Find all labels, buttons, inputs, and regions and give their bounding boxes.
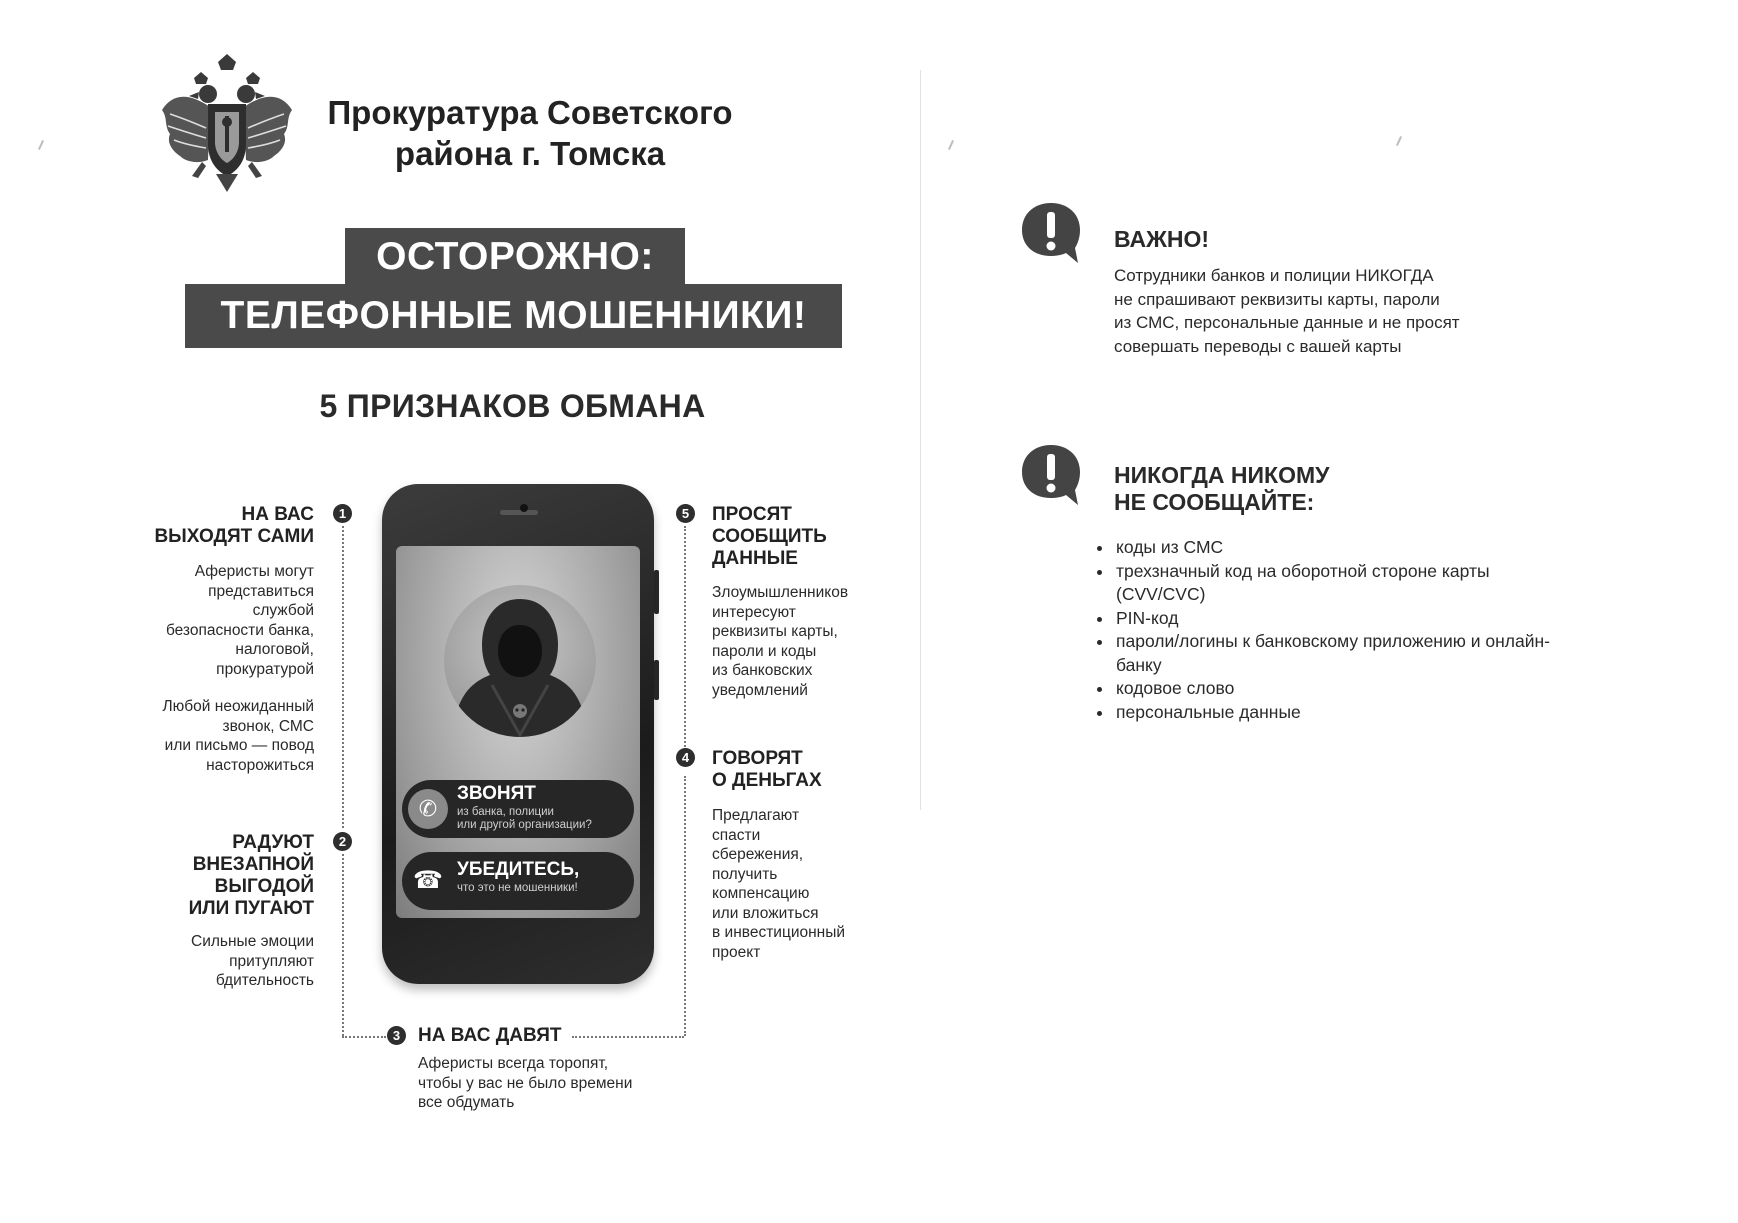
call-title: ЗВОНЯТ xyxy=(457,783,536,804)
call-subtitle-line: или другой организации? xyxy=(457,819,592,831)
sign-3-title xyxy=(418,1025,578,1047)
never-list xyxy=(1094,536,1554,724)
important-title: ВАЖНО! xyxy=(1114,226,1210,252)
list-item: • кодовое слово xyxy=(1114,677,1554,701)
scan-mark xyxy=(1396,136,1402,146)
sign-body-line: налоговой, xyxy=(235,641,314,658)
sign-body-line: сбережения, xyxy=(712,846,804,863)
list-item: • пароли/логины к банковскому приложению и онлайн-банку xyxy=(1114,630,1554,677)
sign-body-line: Аферисты всегда торопят, xyxy=(418,1055,609,1072)
office-title-line2: района г. Томска xyxy=(394,135,666,172)
phone-side-button xyxy=(654,660,659,700)
sign-1-body-a xyxy=(100,562,314,679)
sign-4-number: 4 xyxy=(676,748,695,767)
connector-1-2 xyxy=(342,526,344,828)
sign-body-line: в инвестиционный xyxy=(712,924,846,941)
sign-body-line: насторожиться xyxy=(206,756,314,774)
sign-body-line: пароли и коды xyxy=(712,642,817,660)
hangup-icon: ☎ xyxy=(408,861,448,901)
caller-avatar xyxy=(444,585,596,737)
list-item: • трехзначный код на оборотной стороне карты (CVV/CVC) xyxy=(1114,560,1554,607)
sign-title-line: ВНЕЗАПНОЙ xyxy=(192,854,314,875)
sign-1-title xyxy=(110,504,314,548)
sign-body-line: Аферисты могут xyxy=(194,563,314,580)
sign-body-line: получить xyxy=(712,865,778,883)
sign-1-number: 1 xyxy=(333,504,352,523)
list-item: • персональные данные xyxy=(1114,701,1554,725)
verify-title: УБЕДИТЕСЬ, xyxy=(457,859,580,880)
important-line: не спрашивают реквизиты карты, пароли xyxy=(1114,289,1440,309)
verify-subtitle: что это не мошенники! xyxy=(457,882,578,894)
never-title xyxy=(1114,462,1329,516)
phone-volume-button xyxy=(654,570,659,614)
alert-bubble-icon xyxy=(1018,442,1084,508)
phone-receiver-icon: ✆ xyxy=(408,789,448,829)
sign-body-line: проект xyxy=(712,943,761,961)
list-item: • PIN-код xyxy=(1114,607,1554,631)
page-fold xyxy=(920,70,921,810)
sign-body-line: чтобы у вас не было времени xyxy=(418,1074,633,1092)
sign-body-line: Сильные эмоции xyxy=(191,933,314,950)
important-line: Сотрудники банков и полиции НИКОГДА xyxy=(1114,266,1434,285)
phone-speaker xyxy=(500,510,538,515)
sign-5-title xyxy=(712,504,892,570)
sign-body-line: уведомлений xyxy=(712,681,808,699)
phone-camera xyxy=(520,504,528,512)
never-title-line: НИКОГДА НИКОМУ xyxy=(1114,462,1330,488)
call-subtitle xyxy=(457,806,592,832)
sign-body-line: интересуют xyxy=(712,603,796,621)
sign-2-title xyxy=(110,832,314,920)
sign-title-line: О ДЕНЬГАХ xyxy=(712,770,822,791)
subtitle: 5 ПРИЗНАКОВ ОБМАНА xyxy=(319,388,706,424)
sign-title-line: НА ВАС ДАВЯТ xyxy=(418,1025,562,1046)
sign-body-line: звонок, СМС xyxy=(222,717,314,735)
sign-title-line: ВЫХОДЯТ САМИ xyxy=(154,526,314,547)
sign-title-line: ДАННЫЕ xyxy=(712,548,798,569)
sign-body-line: компенсацию xyxy=(712,885,810,902)
scan-mark xyxy=(38,140,44,150)
hooded-hacker-icon xyxy=(444,585,596,737)
sign-title-line: ПРОСЯТ xyxy=(712,504,792,525)
sign-body-line: все обдумать xyxy=(418,1094,515,1111)
connector-2-3 xyxy=(342,854,344,1036)
sign-3-number: 3 xyxy=(387,1026,406,1045)
sign-4-body xyxy=(712,806,892,962)
sign-body-line: службой xyxy=(252,602,314,619)
connector-5-4 xyxy=(684,526,686,754)
sign-5-body xyxy=(712,583,902,700)
office-title xyxy=(300,92,760,174)
important-line: совершать переводы с вашей карты xyxy=(1114,336,1402,356)
sign-title-line: ГОВОРЯТ xyxy=(712,748,803,769)
call-subtitle-line: из банка, полиции xyxy=(457,806,554,818)
sign-4-title xyxy=(712,748,892,792)
connector-3-right xyxy=(572,1036,684,1038)
sign-title-line: СООБЩИТЬ xyxy=(712,526,827,547)
scan-mark xyxy=(948,140,954,150)
sign-body-line: реквизиты карты, xyxy=(712,623,838,640)
sign-body-line: прокуратурой xyxy=(216,660,314,678)
sign-5-number: 5 xyxy=(676,504,695,523)
sign-body-line: Злоумышленников xyxy=(712,584,849,601)
office-title-line1: Прокуратура Советского xyxy=(327,94,733,131)
important-body xyxy=(1114,264,1554,358)
sign-1-body-b xyxy=(100,697,314,775)
sign-body-line: спасти xyxy=(712,826,761,844)
alert-bubble-icon xyxy=(1018,200,1084,266)
emblem-icon xyxy=(158,52,296,200)
connector-3-left xyxy=(342,1036,386,1038)
never-title-line: НЕ СООБЩАЙТЕ: xyxy=(1114,489,1315,515)
sign-3-body xyxy=(418,1054,698,1113)
sign-body-line: представиться xyxy=(208,582,314,600)
sign-body-line: или письмо — повод xyxy=(164,737,314,754)
sign-body-line: или вложиться xyxy=(712,904,819,922)
sign-body-line: притупляют xyxy=(229,952,314,970)
sign-title-line: ИЛИ ПУГАЮТ xyxy=(188,898,314,919)
sign-2-body xyxy=(100,932,314,991)
headline-line1: ОСТОРОЖНО: xyxy=(345,228,685,286)
list-item: • коды из СМС xyxy=(1114,536,1554,560)
connector-4-3 xyxy=(684,776,686,1036)
sign-title-line: НА ВАС xyxy=(241,504,314,525)
sign-title-line: ВЫГОДОЙ xyxy=(214,876,314,897)
important-line: из СМС, персональные данные и не просят xyxy=(1114,313,1460,332)
sign-title-line: РАДУЮТ xyxy=(232,832,314,853)
sign-body-line: из банковских xyxy=(712,662,813,679)
headline-line2: ТЕЛЕФОННЫЕ МОШЕННИКИ! xyxy=(185,284,842,348)
sign-body-line: Предлагают xyxy=(712,807,800,824)
sign-body-line: Любой неожиданный xyxy=(162,698,314,715)
sign-2-number: 2 xyxy=(333,832,352,851)
sign-body-line: бдительность xyxy=(215,972,314,989)
sign-body-line: безопасности банка, xyxy=(165,621,314,639)
